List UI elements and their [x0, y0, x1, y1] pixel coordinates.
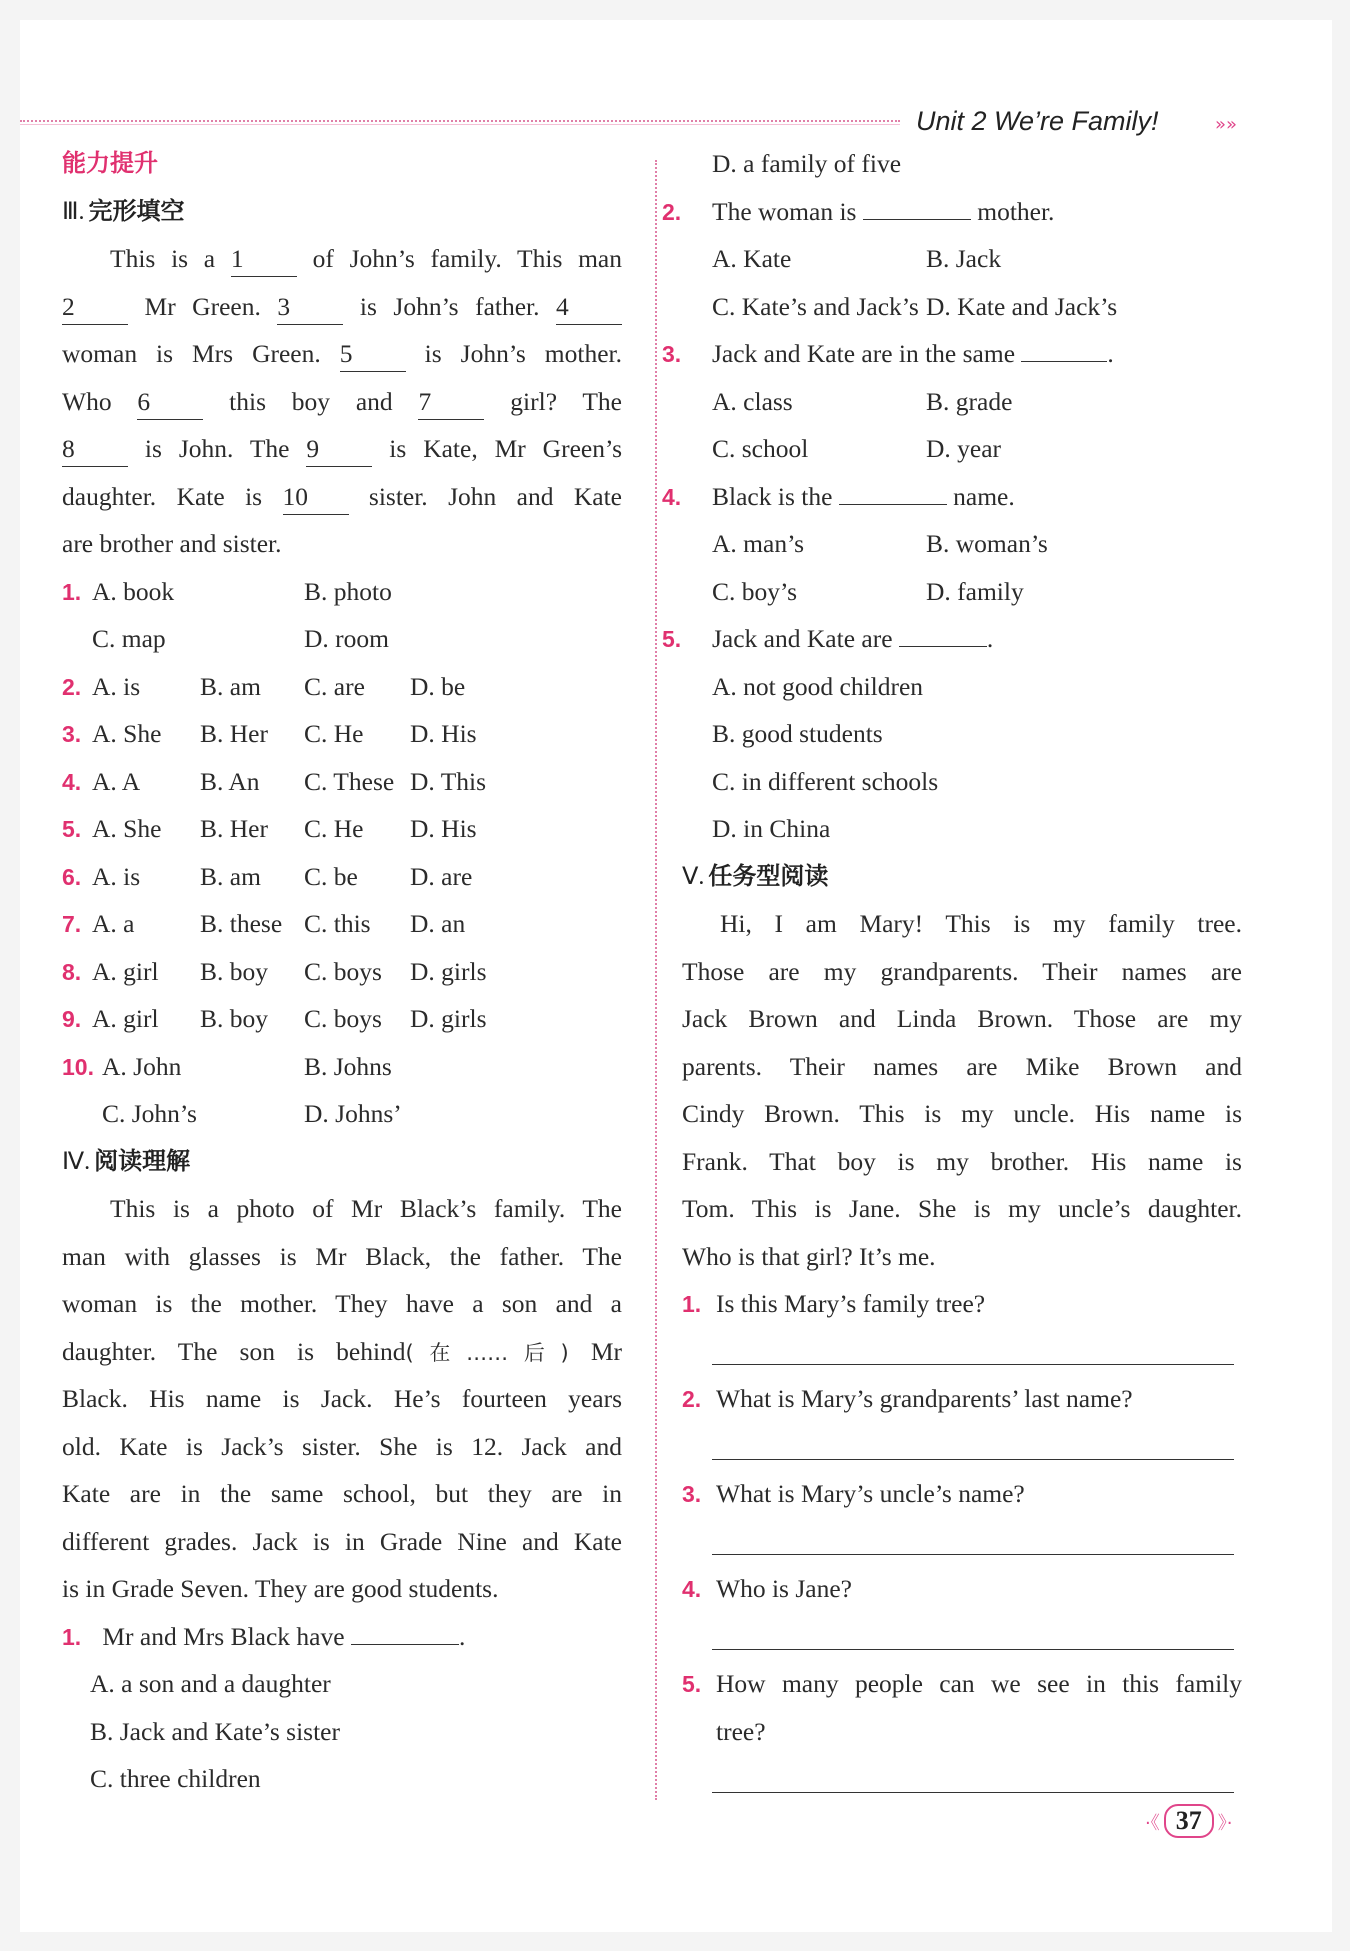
section-cloze-title [62, 188, 622, 236]
question-stem: Mr and Mrs Black have [102, 1621, 345, 1651]
reading-line-8: different grades. Jack is in Grade Nine and Kate [62, 1526, 622, 1556]
cloze-line-4 [62, 378, 622, 426]
cloze-text: is John’s mother. [424, 339, 622, 368]
question-number: 4. [682, 1576, 702, 1602]
option-c[interactable]: C. Kate’s and Jack’s [712, 291, 919, 321]
cloze-text: girl? The [510, 386, 622, 416]
cloze-blank-9[interactable]: 9 [306, 432, 372, 467]
cloze-line-6 [62, 473, 622, 521]
question-number: 5. [62, 816, 82, 842]
cloze-text: woman is Mrs Green. [62, 339, 321, 368]
question-number: 3. [62, 721, 82, 747]
task-line-7: Tom. This is Jane. She is my uncle’s daughter. [682, 1194, 1242, 1223]
task-question-3 [662, 1470, 1242, 1518]
cloze-title-text: 完形填空 [88, 196, 185, 225]
reading-question-3: 3. Jack and Kate are in the same . [662, 330, 1242, 378]
option-c[interactable]: C. in different schools [712, 766, 939, 796]
cloze-question-10-row2 [62, 1090, 622, 1138]
page-number-badge: ·《 37 》· [1145, 1804, 1232, 1838]
cloze-text: this boy and [229, 386, 393, 416]
option-b[interactable]: B. Jack and Kate’s sister [90, 1716, 340, 1746]
question-3-options-row2 [662, 425, 1242, 473]
task-question-2 [662, 1375, 1242, 1423]
header-arrows-icon: »» [1215, 114, 1238, 135]
reading-line-3: woman is the mother. They have a son and a [62, 1289, 622, 1318]
cloze-question-8 [62, 948, 622, 996]
reading-line-1: This is a photo of Mr Black’s family. The [110, 1194, 622, 1223]
option-c[interactable]: C. map [92, 624, 166, 653]
cloze-question-6 [62, 853, 622, 901]
option-b[interactable]: B. boy [200, 956, 269, 986]
answer-line[interactable] [682, 1518, 1242, 1566]
question-stem: Is this Mary’s family tree? [716, 1289, 986, 1318]
cloze-text: This is a [110, 244, 216, 273]
option-a[interactable]: A. class [712, 386, 793, 416]
task-question-5 [662, 1660, 1242, 1708]
cloze-question-1-row2 [62, 615, 622, 663]
option-a[interactable]: A. A [92, 766, 141, 796]
question-3-options-row1 [662, 378, 1242, 426]
question-stem: mother. [977, 196, 1055, 226]
answer-blank[interactable] [351, 1614, 459, 1645]
option-c[interactable]: C. boys [304, 956, 382, 986]
answer-line[interactable] [682, 1328, 1242, 1376]
cloze-blank-4[interactable]: 4 [556, 290, 622, 325]
task-title-text: 任务型阅读 [708, 861, 829, 890]
reading-question-1: 1. Mr and Mrs Black have . [62, 1613, 622, 1661]
question-number: 1. [682, 1291, 702, 1317]
cloze-line-3 [62, 330, 622, 378]
cloze-blank-8[interactable]: 8 [62, 432, 128, 467]
answer-blank[interactable] [1021, 331, 1107, 362]
option-a[interactable]: A. book [92, 576, 175, 606]
cloze-line-1 [62, 235, 622, 283]
option-c[interactable]: C. He [304, 719, 364, 748]
task-line-8: Who is that girl? It’s me. [682, 1241, 936, 1271]
question-number: 6. [62, 863, 82, 890]
cloze-text: Mr Green. [144, 291, 261, 321]
right-column [662, 140, 1242, 1803]
task-line-6: Frank. That boy is my brother. His name is [682, 1146, 1242, 1176]
question-number: 9. [62, 1006, 82, 1032]
question-number: 4. [62, 768, 82, 795]
cloze-blank-6[interactable]: 6 [137, 385, 203, 420]
question-4-options-row2 [662, 568, 1242, 616]
option-d[interactable]: D. Kate and Jack’s [926, 291, 1118, 321]
question-4-options-row1 [662, 520, 1242, 568]
task-line-1: Hi, I am Mary! This is my family tree. [720, 909, 1242, 938]
task-question-4 [662, 1565, 1242, 1613]
option-b[interactable]: B. Her [200, 719, 268, 748]
cloze-blank-10[interactable]: 10 [283, 480, 349, 515]
option-a[interactable]: A. man’s [712, 529, 805, 558]
option-c[interactable]: C. boy’s [712, 576, 798, 606]
option-a[interactable]: A. is [92, 861, 141, 891]
option-c[interactable]: C. He [304, 814, 364, 843]
question-2-options-row2 [662, 283, 1242, 331]
section-ability-title: 能力提升 [62, 149, 158, 177]
roman-numeral: Ⅳ. [62, 1148, 91, 1175]
option-b[interactable]: B. Jack [926, 244, 1002, 273]
cloze-text: of John’s family. This man [312, 244, 622, 273]
option-d[interactable]: D. family [926, 576, 1024, 606]
header-rule-thin [20, 124, 900, 125]
cloze-question-3 [62, 710, 622, 758]
question-number: 8. [62, 958, 82, 985]
option-d[interactable]: D. in China [712, 814, 831, 843]
option-c[interactable]: C. school [712, 434, 809, 463]
reading-line-2: man with glasses is Mr Black, the father. The [62, 1241, 622, 1271]
question-number: 5. [682, 1671, 702, 1697]
column-divider [655, 160, 657, 1800]
task-line-4: parents. Their names are Mike Brown and [682, 1051, 1242, 1081]
task-line-3: Jack Brown and Linda Brown. Those are my [682, 1004, 1242, 1033]
option-c[interactable]: C. These [304, 766, 395, 796]
question-number: 3. [682, 1481, 702, 1507]
cloze-text: Who [62, 386, 112, 416]
option-d[interactable]: D. an [410, 909, 466, 938]
option-c[interactable]: C. John’s [102, 1099, 197, 1128]
option-b[interactable]: B. good students [712, 719, 883, 748]
option-a[interactable]: A. John [102, 1051, 182, 1081]
option-d[interactable]: D. a family of five [712, 149, 902, 178]
option-d[interactable]: D. girls [410, 1004, 487, 1033]
question-number: 3. [662, 341, 682, 367]
cloze-question-9 [62, 995, 622, 1043]
left-column [62, 140, 622, 1803]
question-number: 7. [62, 911, 82, 937]
cloze-line-5 [62, 425, 622, 473]
task-line-5: Cindy Brown. This is my uncle. His name is [682, 1099, 1242, 1128]
unit-title: Unit 2 We’re Family! [916, 106, 1159, 136]
reading-line-6: old. Kate is Jack’s sister. She is 12. Jack and [62, 1431, 622, 1461]
option-b[interactable]: B. these [200, 909, 283, 938]
cloze-question-10 [62, 1043, 622, 1091]
reading-line-4 [62, 1328, 622, 1376]
option-a[interactable]: A. is [92, 671, 141, 701]
answer-line[interactable] [682, 1613, 1242, 1661]
cloze-question-5 [62, 805, 622, 853]
reading-question-2 [662, 188, 1242, 236]
option-a[interactable]: A. not good children [712, 671, 924, 701]
reading-line-9: is in Grade Seven. They are good students. [62, 1574, 499, 1603]
option-b[interactable]: B. Johns [304, 1051, 392, 1081]
option-d[interactable]: D. His [410, 814, 477, 843]
answer-blank[interactable] [863, 189, 971, 220]
question-number: 10. [62, 1053, 94, 1080]
answer-blank[interactable] [899, 616, 987, 647]
cloze-question-2 [62, 663, 622, 711]
reading-text: Mr [590, 1336, 623, 1366]
option-b[interactable]: B. am [200, 671, 261, 701]
section-reading-title [62, 1138, 622, 1186]
option-a[interactable]: A. She [92, 719, 162, 748]
option-d[interactable]: D. His [410, 719, 477, 748]
question-number: 5. [662, 626, 682, 652]
cloze-line-2 [62, 283, 622, 331]
option-d[interactable]: D. girls [410, 956, 487, 986]
option-c[interactable]: C. this [304, 909, 371, 938]
option-b[interactable]: B. photo [304, 576, 392, 606]
cloze-blank-5[interactable]: 5 [340, 337, 406, 372]
header-rule [20, 120, 900, 122]
answer-blank[interactable] [839, 474, 947, 505]
option-d[interactable]: D. room [304, 624, 389, 653]
question-number: 4. [662, 483, 682, 510]
option-b[interactable]: B. am [200, 861, 261, 891]
option-a[interactable]: A. Kate [712, 244, 792, 273]
cloze-blank-1[interactable]: 1 [231, 242, 297, 277]
roman-numeral: Ⅲ. [62, 198, 85, 225]
answer-line[interactable] [682, 1755, 1242, 1803]
question-stem: The woman is [712, 196, 857, 226]
cloze-line-7: are brother and sister. [62, 529, 282, 558]
roman-numeral: Ⅴ. [682, 863, 705, 890]
cloze-blank-2[interactable]: 2 [62, 290, 128, 325]
task-question-1 [662, 1280, 1242, 1328]
question-number: 1. [62, 1623, 82, 1650]
option-c[interactable]: C. are [304, 671, 365, 701]
option-c[interactable]: C. be [304, 861, 358, 891]
option-a[interactable]: A. girl [92, 1004, 159, 1033]
option-d[interactable]: D. are [410, 861, 473, 891]
reading-line-5: Black. His name is Jack. He’s fourteen years [62, 1384, 622, 1413]
reading-question-5: 5. Jack and Kate are . [662, 615, 1242, 663]
option-d[interactable]: D. be [410, 671, 466, 701]
question-stem: How many people can we see in this family [716, 1669, 1242, 1698]
option-a[interactable]: A. a son and a daughter [90, 1669, 331, 1698]
question-stem: Who is Jane? [716, 1574, 852, 1603]
question-number: 2. [662, 198, 682, 225]
option-c[interactable]: C. boys [304, 1004, 382, 1033]
option-d[interactable]: D. year [926, 434, 1002, 463]
reading-question-4 [662, 473, 1242, 521]
cloze-text: daughter. Kate is [62, 481, 263, 511]
option-d[interactable]: D. This [410, 766, 487, 796]
question-stem: name. [953, 481, 1015, 511]
question-number: 2. [62, 673, 82, 700]
task-question-5-cont: tree? [716, 1716, 766, 1746]
option-b[interactable]: B. grade [926, 386, 1013, 416]
page-number: 37 [1164, 1804, 1214, 1838]
chinese-gloss: (在……后) [405, 1340, 569, 1365]
option-c[interactable]: C. three children [90, 1764, 261, 1793]
cloze-blank-7[interactable]: 7 [418, 385, 484, 420]
question-number: 2. [682, 1386, 702, 1412]
cloze-question-4 [62, 758, 622, 806]
cloze-text: is John’s father. [359, 291, 540, 321]
answer-line[interactable] [682, 1423, 1242, 1471]
task-line-2: Those are my grandparents. Their names are [682, 956, 1242, 986]
section-task-title [662, 853, 1242, 901]
question-2-options-row1 [662, 235, 1242, 283]
cloze-question-7 [62, 900, 622, 948]
reading-line-7: Kate are in the same school, but they are in [62, 1479, 622, 1508]
question-stem: Black is the [712, 481, 833, 511]
cloze-text: is John. The [144, 434, 290, 463]
cloze-text: is Kate, Mr Green’s [389, 434, 622, 463]
option-a[interactable]: A. She [92, 814, 162, 843]
option-d[interactable]: D. Johns’ [304, 1099, 402, 1128]
option-a[interactable]: A. a [92, 909, 135, 938]
question-stem: What is Mary’s uncle’s name? [716, 1479, 1025, 1508]
question-stem: Jack and Kate are [712, 624, 893, 653]
option-b[interactable]: B. An [200, 766, 260, 796]
question-stem: Jack and Kate are in the same [712, 339, 1016, 368]
cloze-question-1 [62, 568, 622, 616]
option-b[interactable]: B. boy [200, 1004, 269, 1033]
option-b[interactable]: B. Her [200, 814, 268, 843]
reading-title-text: 阅读理解 [94, 1146, 191, 1175]
cloze-text: sister. John and Kate [368, 481, 622, 511]
reading-text: daughter. The son is behind [62, 1336, 406, 1366]
option-b[interactable]: B. woman’s [926, 529, 1048, 558]
question-stem: What is Mary’s grandparents’ last name? [716, 1384, 1133, 1413]
cloze-blank-3[interactable]: 3 [277, 290, 343, 325]
question-number: 1. [62, 578, 82, 605]
option-a[interactable]: A. girl [92, 956, 159, 986]
